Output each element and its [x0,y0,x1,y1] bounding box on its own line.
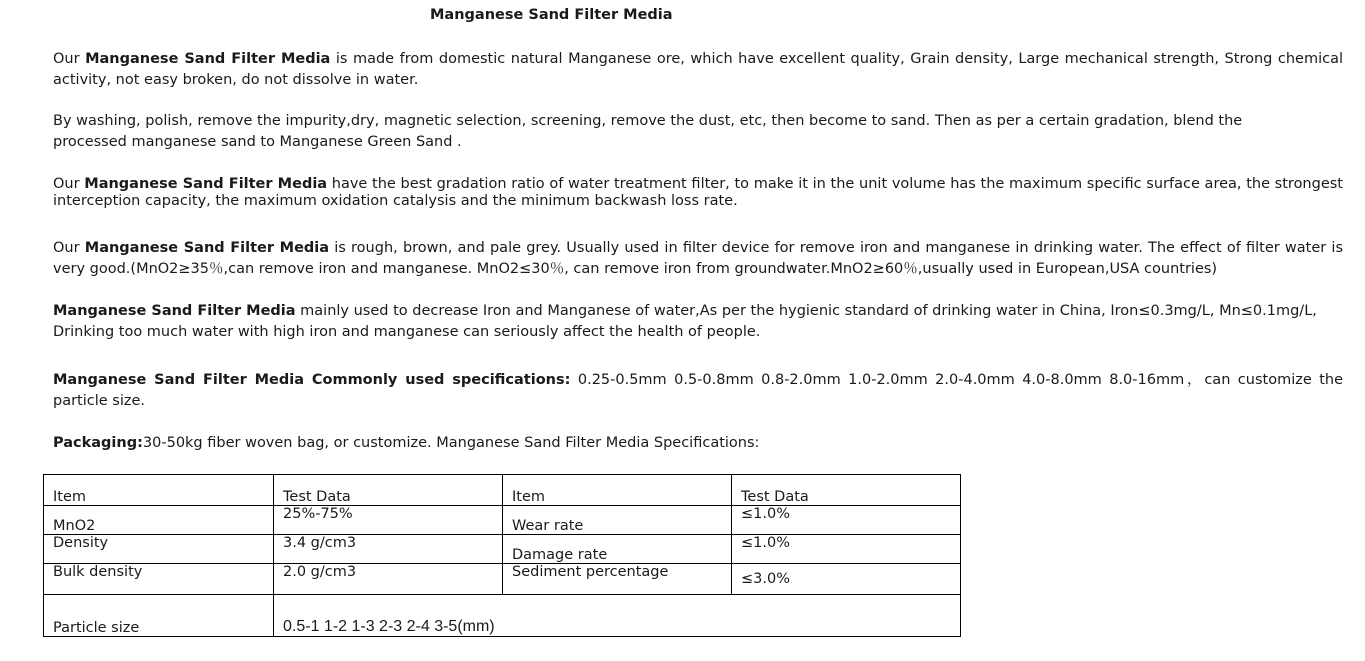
table-cell: Wear rate [503,506,732,535]
paragraph-specifications [53,370,1343,412]
specifications-heading: Manganese Sand Filter Media Commonly used specifications: [53,372,571,388]
paragraph-appearance-prefix: Our [53,240,85,256]
table-header-row [44,475,961,506]
specifications-table [43,474,961,637]
paragraph-specifications-text: 0.25-0.5mm 0.5-0.8mm 0.8-2.0mm 1.0-2.0mm 2.0-4.0mm 4.0-8.0mm 8.0-16mm，can customize the particle size. [53,372,1343,409]
document-title: Manganese Sand Filter Media [430,7,673,23]
paragraph-usage [53,301,1343,343]
table-header-cell: Test Data [732,475,961,506]
product-name-bold: Manganese Sand Filter Media [84,176,328,192]
particle-size-label: Particle size [44,595,274,637]
paragraph-gradation-text: have the best gradation ratio of water treatment filter, to make it in the unit volume has the maximum specific surface area, the strongest interception capacity, the maximum oxidation catalysis and the minimum backwash loss rate. [53,176,1343,209]
product-name-bold: Manganese Sand Filter Media [84,240,330,256]
table-cell: ≤1.0% [732,506,961,535]
table-cell: Density [44,535,274,564]
paragraph-packaging-text: 30-50kg fiber woven bag, or customize. Manganese Sand Filter Media Specifications: [142,435,760,451]
table-header-cell: Item [503,475,732,506]
paragraph-gradation [53,176,1343,210]
table-header-cell: Test Data [274,475,503,506]
table-row [44,506,961,535]
table-cell: Damage rate [503,535,732,564]
paragraph-intro [53,49,1343,91]
paragraph-process-line2: processed manganese sand to Manganese Green Sand . [53,134,462,150]
table-cell: Bulk density [44,564,274,595]
paragraph-usage-text: mainly used to decrease Iron and Manganese of water,As per the hygienic standard of drinking water in China, Iron≤0.3mg/L, Mn≤0.1mg/L, Drinking too much water with high iron and manganese can seriously affect the health of people. [53,303,1317,340]
product-name-bold: Manganese Sand Filter Media [53,303,296,319]
paragraph-process-line1: By washing, polish, remove the impurity,dry, magnetic selection, screening, remove the dust, etc, then become to sand. Then as per a certain gradation, blend the [53,113,1243,129]
table-header-cell: Item [44,475,274,506]
paragraph-intro-text: is made from domestic natural Manganese ore, which have excellent quality, Grain density, Large mechanical strength, Strong chemical activity, not easy broken, do not dissolve in water. [53,51,1343,88]
table-cell: 25%-75% [274,506,503,535]
table-cell: MnO2 [44,506,274,535]
paragraph-appearance [53,238,1343,280]
paragraph-appearance-text: is rough, brown, and pale grey. Usually used in filter device for remove iron and manganese in drinking water. The effect of filter water is very good.(MnO2≥35％,can remove iron and manganese. MnO2≤30％, can remove iron from groundwater.MnO2≥60％,usually used in European,USA countries) [53,240,1344,277]
paragraph-gradation-prefix: Our [53,176,85,192]
paragraph-packaging [53,433,1343,454]
table-cell: ≤3.0% [732,564,961,595]
table-cell: ≤1.0% [732,535,961,564]
table-row-particle-size [44,595,961,637]
paragraph-process [53,111,1343,153]
table-row [44,564,961,595]
product-name-bold: Manganese Sand Filter Media [85,51,331,67]
table-row [44,535,961,564]
table-cell: Sediment percentage [503,564,732,595]
table-cell: 2.0 g/cm3 [274,564,503,595]
table-cell: 3.4 g/cm3 [274,535,503,564]
packaging-heading: Packaging: [53,435,143,451]
paragraph-intro-prefix: Our [53,51,86,67]
particle-size-values: 0.5-1 1-2 1-3 2-3 2-4 3-5(mm) [274,595,961,637]
